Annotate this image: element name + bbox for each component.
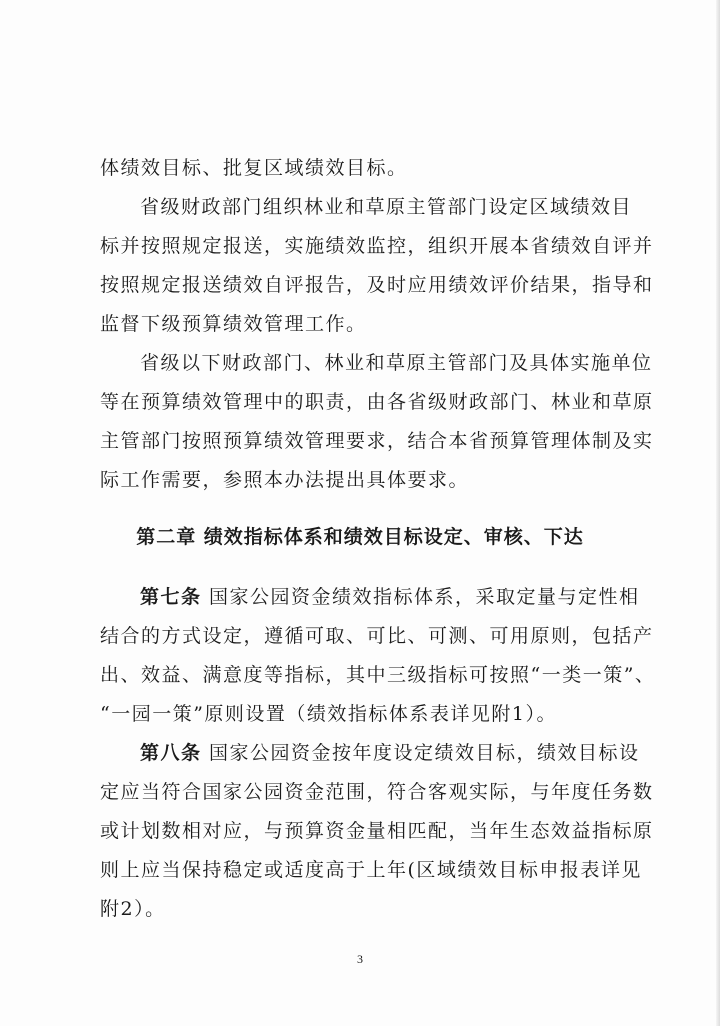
paragraph-line: 按照规定报送绩效自评报告，及时应用绩效评价结果，指导和 [100, 274, 654, 296]
chapter-heading: 第二章 绩效指标体系和绩效目标设定、审核、下达 [136, 526, 584, 548]
paragraph-line: 结合的方式设定，遵循可取、可比、可测、可用原则，包括产 [100, 625, 654, 647]
paragraph-line: 附2）。 [100, 898, 166, 920]
paragraph-line: 等在预算绩效管理中的职责，由各省级财政部门、林业和草原 [100, 391, 654, 413]
paragraph-line: 监督下级预算绩效管理工作。 [100, 313, 367, 335]
article-7-label: 第七条 [140, 586, 202, 608]
article-8-label: 第八条 [140, 742, 202, 764]
article-7-line [100, 586, 640, 608]
scan-edge [716, 0, 720, 1026]
paragraph-line: 省级以下财政部门、林业和草原主管部门及具体实施单位 [140, 352, 653, 374]
paragraph-line: 或计划数相对应，与预算资金量相匹配，当年生态效益指标原 [100, 820, 654, 842]
article-8-line [100, 742, 640, 764]
paragraph-continuation: 体绩效目标、批复区域绩效目标。 [100, 157, 408, 179]
page-number: 3 [357, 952, 363, 966]
paragraph-line: 标并按照规定报送，实施绩效监控，组织开展本省绩效自评并 [100, 235, 654, 257]
paragraph-line: 主管部门按照预算绩效管理要求，结合本省预算管理体制及实 [100, 430, 654, 452]
article-8-text: 国家公园资金按年度设定绩效目标，绩效目标设 [201, 742, 640, 764]
paragraph-line: 定应当符合国家公园资金范围，符合客观实际，与年度任务数 [100, 781, 654, 803]
paragraph-line: “一园一策”原则设置（绩效指标体系表详见附1）。 [100, 703, 558, 725]
paragraph-line: 出、效益、满意度等指标，其中三级指标可按照“一类一策”、 [100, 664, 656, 686]
paragraph-line: 省级财政部门组织林业和草原主管部门设定区域绩效目 [140, 196, 633, 218]
paragraph-line: 际工作需要，参照本办法提出具体要求。 [100, 469, 470, 491]
paragraph-line: 则上应当保持稳定或适度高于上年(区域绩效目标申报表详见 [100, 859, 642, 881]
article-7-text: 国家公园资金绩效指标体系，采取定量与定性相 [201, 586, 640, 608]
